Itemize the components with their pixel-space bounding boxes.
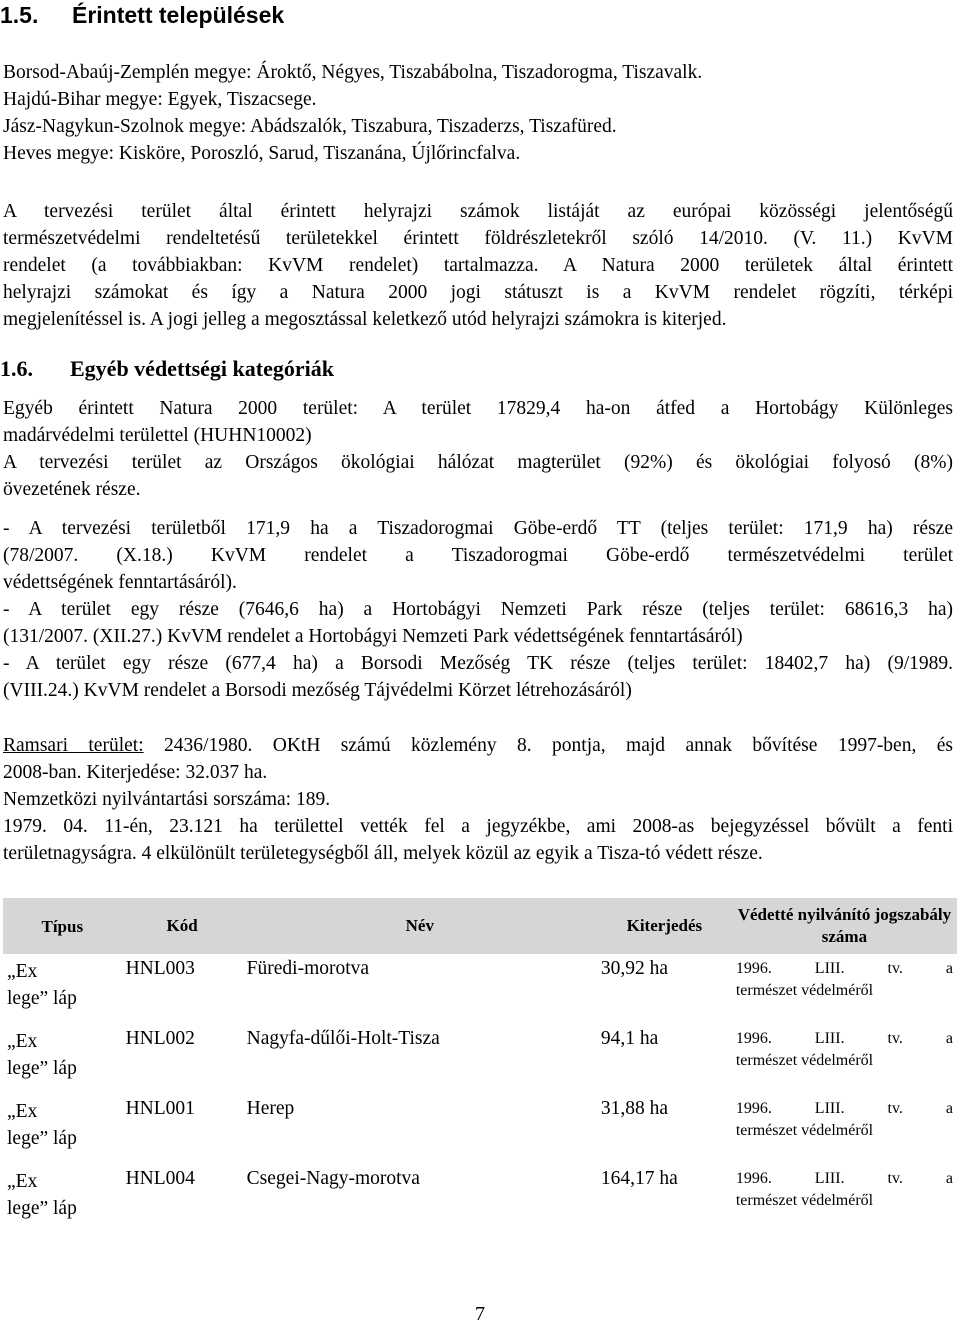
cell-extent: 30,92 ha (600, 958, 669, 979)
type-line: lege” láp (7, 988, 77, 1009)
table-row (3, 1094, 957, 1164)
cell-code: HNL004 (125, 1168, 195, 1189)
type-line: „Ex (7, 961, 38, 982)
cell-name: Füredi-morotva (246, 958, 370, 979)
law-line: természet védelméről (735, 1192, 874, 1209)
paragraph-line: övezetének része. (3, 479, 141, 500)
cell-type (3, 1094, 122, 1164)
ramsar-line (3, 734, 953, 758)
cell-code: HNL001 (125, 1098, 195, 1119)
cell-name: Nagyfa-dűlői-Holt-Tisza (246, 1028, 440, 1049)
paragraph-line: helyrajzi számokat és így a Natura 2000 jogi státuszt is a KvVM rendelet rögzíti, térképi (3, 282, 953, 303)
cell-code: HNL002 (125, 1028, 195, 1049)
ramsar-text: 2436/1980. OKtH számú közlemény 8. pontja, majd annak bővítése 1997-ben, és (143, 735, 953, 756)
paragraph-line: - A tervezési területből 171,9 ha a Tiszadorogmai Göbe-erdő TT (teljes terület: 171,9 ha) része (3, 518, 953, 539)
cell-type (3, 1164, 122, 1234)
table-row (3, 954, 957, 1024)
table-row (3, 1164, 957, 1234)
cell-name: Csegei-Nagy-morotva (246, 1168, 420, 1189)
header-extent: Kiterjedés (597, 898, 732, 954)
law-line: természet védelméről (735, 982, 874, 999)
table-header-row (3, 898, 957, 954)
paragraph-line: természetvédelmi rendeltetésű területekkel érintett földrészletekről szóló 14/2010. (V. 11.) KvVM (3, 228, 953, 249)
paragraph-line: - A terület egy része (677,4 ha) a Borsodi Mezőség TK része (teljes terület: 18402,7 ha) (9/1989. (3, 653, 953, 674)
law-line: 1996. LIII. tv. a (735, 960, 953, 977)
law-line: természet védelméről (735, 1122, 874, 1139)
paragraph-line: Nemzetközi nyilvántartási sorszáma: 189. (3, 789, 331, 810)
law-line: 1996. LIII. tv. a (735, 1170, 953, 1187)
cell-code: HNL003 (125, 958, 195, 979)
table-row (3, 1024, 957, 1094)
county-line: Borsod-Abaúj-Zemplén megye: Ároktő, Négyes, Tiszabábolna, Tiszadorogma, Tiszavalk. (3, 62, 703, 83)
county-line: Jász-Nagykun-Szolnok megye: Abádszalók, Tiszabura, Tiszaderzs, Tiszafüred. (3, 116, 617, 137)
section-heading-1-5 (0, 2, 284, 29)
type-line: lege” láp (7, 1198, 77, 1219)
law-line: természet védelméről (735, 1052, 874, 1069)
section-number: 1.5. (0, 2, 39, 28)
ramsar-label: Ramsari terület: (3, 735, 144, 756)
cell-type (3, 1024, 122, 1094)
paragraph-line: védettségének fenntartásáról). (3, 572, 237, 593)
cell-law (732, 1024, 957, 1094)
page-number: 7 (475, 1303, 485, 1325)
paragraph-line: madárvédelmi területtel (HUHN10002) (3, 425, 312, 446)
type-line: „Ex (7, 1031, 38, 1052)
paragraph-line: A tervezési terület által érintett helyrajzi számok listáját az európai közösségi jelentőségű (3, 201, 953, 222)
cell-extent: 164,17 ha (600, 1168, 678, 1189)
section-heading-1-6 (0, 356, 334, 382)
type-line: lege” láp (7, 1058, 77, 1079)
protected-areas-table (3, 898, 957, 1234)
law-line: 1996. LIII. tv. a (735, 1100, 953, 1117)
type-line: „Ex (7, 1101, 38, 1122)
header-law: Védetté nyilvánító jogszabály száma (732, 898, 957, 954)
paragraph-line: megjelenítéssel is. A jogi jelleg a megosztással keletkező utód helyrajzi számokra is kiterjed. (3, 309, 727, 330)
paragraph-line: (131/2007. (XII.27.) KvVM rendelet a Hortobágyi Nemzeti Park védettségének fenntartásáról) (3, 626, 743, 647)
header-code: Kód (122, 898, 243, 954)
paragraph-line: Egyéb érintett Natura 2000 terület: A terület 17829,4 ha-on átfed a Hortobágy Különleges (3, 398, 953, 419)
paragraph-line: A tervezési terület az Országos ökológiai hálózat magterület (92%) és ökológiai folyosó (8%) (3, 452, 953, 473)
paragraph-line: 2008-ban. Kiterjedése: 32.037 ha. (3, 762, 268, 783)
section-number: 1.6. (0, 356, 33, 381)
cell-law (732, 954, 957, 1024)
section-title: Érintett települések (72, 2, 285, 28)
county-line: Hajdú-Bihar megye: Egyek, Tiszacsege. (3, 89, 317, 110)
county-line: Heves megye: Kisköre, Poroszló, Sarud, Tiszanána, Újlőrincfalva. (3, 143, 521, 164)
paragraph-line: (VIII.24.) KvVM rendelet a Borsodi mezőség Tájvédelmi Körzet létrehozásáról) (3, 680, 632, 701)
cell-name: Herep (246, 1098, 295, 1119)
paragraph-line: rendelet (a továbbiakban: KvVM rendelet) tartalmazza. A Natura 2000 területek által érintett (3, 255, 953, 276)
cell-law (732, 1094, 957, 1164)
cell-extent: 94,1 ha (600, 1028, 659, 1049)
type-line: lege” láp (7, 1128, 77, 1149)
cell-law (732, 1164, 957, 1234)
header-name: Név (243, 898, 597, 954)
type-line: „Ex (7, 1171, 38, 1192)
cell-type (3, 954, 122, 1024)
cell-extent: 31,88 ha (600, 1098, 669, 1119)
header-type: Típus (3, 898, 122, 954)
paragraph-line: - A terület egy része (7646,6 ha) a Hortobágyi Nemzeti Park része (teljes terület: 68616,3 ha) (3, 599, 953, 620)
paragraph-line: területnagyságra. 4 elkülönült területegységből áll, melyek közül az egyik a Tisza-tó védett része. (3, 843, 763, 864)
section-title: Egyéb védettségi kategóriák (70, 356, 334, 381)
paragraph-line: 1979. 04. 11-én, 23.121 ha területtel vették fel a jegyzékbe, ami 2008-as bejegyzéssel bővült a fenti (3, 816, 953, 837)
law-line: 1996. LIII. tv. a (735, 1030, 953, 1047)
paragraph-line: (78/2007. (X.18.) KvVM rendelet a Tiszadorogmai Göbe-erdő természetvédelmi terület (3, 545, 953, 566)
